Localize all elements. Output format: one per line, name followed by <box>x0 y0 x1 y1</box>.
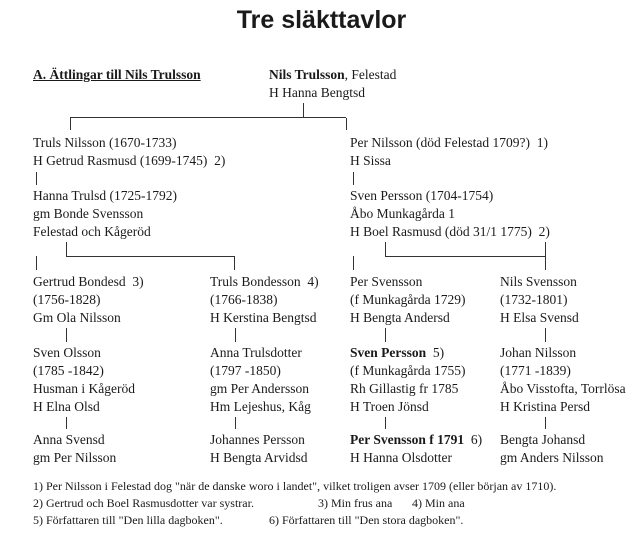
col2-a-spouse: H Kerstina Bengtsd <box>210 310 317 325</box>
gen1-right-name: Per Nilsson (död Felestad 1709?) <box>350 135 530 150</box>
connector-line <box>36 172 37 185</box>
connector-line <box>235 328 236 342</box>
col1-a-spouse: Gm Ola Nilsson <box>33 310 121 325</box>
col3-b-spouse: H Troen Jönsd <box>350 399 429 414</box>
footnote-2: 2) Gertrud och Boel Rasmusdotter var systrar. <box>33 496 254 510</box>
gen2-left-line3: Felestad och Kågeröd <box>33 224 151 239</box>
col3-c-name: Per Svensson f 1791 <box>350 432 465 447</box>
gen1-right-line2: H Sissa <box>350 153 391 168</box>
col1-b-spouse: H Elna Olsd <box>33 399 100 414</box>
connector-line <box>353 256 354 270</box>
connector-line <box>303 103 304 118</box>
col1-person-a <box>33 273 144 291</box>
col1-a-years: (1756-1828) <box>33 292 101 307</box>
footnote-6: 6) Författaren till "Den stora dagboken". <box>269 513 464 527</box>
col4-b-years: (1771 -1839) <box>500 363 571 378</box>
connector-line <box>545 242 546 270</box>
connector-line <box>353 172 354 185</box>
col1-c-spouse: gm Per Nilsson <box>33 450 117 465</box>
col1-b-years: (1785 -1842) <box>33 363 104 378</box>
connector-line <box>36 256 37 270</box>
connector-line <box>385 417 386 429</box>
gen1-left-line1: Truls Nilsson (1670-1733) <box>33 135 177 150</box>
col4-c-spouse: gm Anders Nilsson <box>500 450 604 465</box>
root-name: Nils Trulsson <box>269 67 345 82</box>
gen1-right-line1 <box>350 134 548 152</box>
connector-line <box>66 328 67 342</box>
col2-a-years: (1766-1838) <box>210 292 278 307</box>
col3-person-b <box>350 344 444 362</box>
col3-person-c <box>350 431 482 449</box>
gen2-right-line3 <box>350 223 550 241</box>
root-spouse: H Hanna Bengtsd <box>269 85 365 100</box>
col1-b-note: Husman i Kågeröd <box>33 381 135 396</box>
gen2-left-line1: Hanna Trulsd (1725-1792) <box>33 188 177 203</box>
footnote-4: 4) Min ana <box>412 496 465 510</box>
connector-line <box>385 328 386 342</box>
connector-line <box>66 242 67 257</box>
connector-line <box>385 242 386 257</box>
gen2-right-line1: Sven Persson (1704-1754) <box>350 188 494 203</box>
col4-b-name: Johan Nilsson <box>500 345 577 360</box>
connector-line <box>235 417 236 429</box>
connector-line <box>545 417 546 429</box>
gen2-right-spouse: H Boel Rasmusd (död 31/1 1775) <box>350 224 532 239</box>
col2-b-name: Anna Trulsdotter <box>210 345 302 360</box>
section-heading: A. Ättlingar till Nils Trulsson <box>33 67 201 82</box>
connector-line <box>303 117 346 118</box>
gen1-left-line2 <box>33 152 225 170</box>
col2-person-a <box>210 273 319 291</box>
footnote-ref: 3) <box>132 274 144 289</box>
gen1-left-spouse: H Getrud Rasmusd (1699-1745) <box>33 153 208 168</box>
col2-b-spouse: gm Per Andersson <box>210 381 309 396</box>
col4-b-note: Åbo Visstofta, Torrlösa <box>500 381 626 396</box>
footnote-ref: 2) <box>538 224 550 239</box>
footnote-1: 1) Per Nilsson i Felestad dog "när de danske woro i landet", vilket troligen avser 1709 (eller början av 1710). <box>33 479 557 493</box>
root-place: , Felestad <box>344 67 397 82</box>
connector-line <box>346 118 347 130</box>
col4-a-name: Nils Svensson <box>500 274 577 289</box>
gen2-right-line2: Åbo Munkagårda 1 <box>350 206 455 221</box>
col3-a-name: Per Svensson <box>350 274 423 289</box>
footnote-3: 3) Min frus ana <box>318 496 393 510</box>
footnote-ref: 2) <box>214 153 226 168</box>
footnote-ref: 1) <box>536 135 548 150</box>
col3-a-years: (f Munkagårda 1729) <box>350 292 466 307</box>
footnote-ref: 5) <box>432 345 445 360</box>
col3-b-years: (f Munkagårda 1755) <box>350 363 466 378</box>
col4-c-name: Bengta Johansd <box>500 432 586 447</box>
gen2-left-line2: gm Bonde Svensson <box>33 206 144 221</box>
footnote-ref: 6) <box>470 432 483 447</box>
footnote-ref: 4) <box>307 274 319 289</box>
connector-line <box>66 256 234 257</box>
col1-c-name: Anna Svensd <box>33 432 105 447</box>
col2-c-name: Johannes Persson <box>210 432 305 447</box>
root-person <box>269 66 396 84</box>
col3-b-note: Rh Gillastig fr 1785 <box>350 381 459 396</box>
col3-c-spouse: H Hanna Olsdotter <box>350 450 452 465</box>
col2-c-spouse: H Bengta Arvidsd <box>210 450 308 465</box>
col1-a-name: Gertrud Bondesd <box>33 274 126 289</box>
col4-a-years: (1732-1801) <box>500 292 568 307</box>
connector-line <box>70 117 303 118</box>
connector-line <box>70 118 71 130</box>
page-title: Tre släkttavlor <box>236 6 407 34</box>
connector-line <box>385 256 545 257</box>
col3-a-spouse: H Bengta Andersd <box>350 310 450 325</box>
col3-b-name: Sven Persson <box>350 345 427 360</box>
connector-line <box>234 256 235 270</box>
col4-b-spouse: H Kristina Persd <box>500 399 590 414</box>
col1-b-name: Sven Olsson <box>33 345 101 360</box>
col2-b-years: (1797 -1850) <box>210 363 281 378</box>
footnote-5: 5) Författaren till "Den lilla dagboken". <box>33 513 223 527</box>
connector-line <box>66 417 67 429</box>
connector-line <box>545 328 546 342</box>
col2-a-name: Truls Bondesson <box>210 274 301 289</box>
col2-b-note: Hm Lejeshus, Kåg <box>210 399 311 414</box>
col4-a-spouse: H Elsa Svensd <box>500 310 579 325</box>
